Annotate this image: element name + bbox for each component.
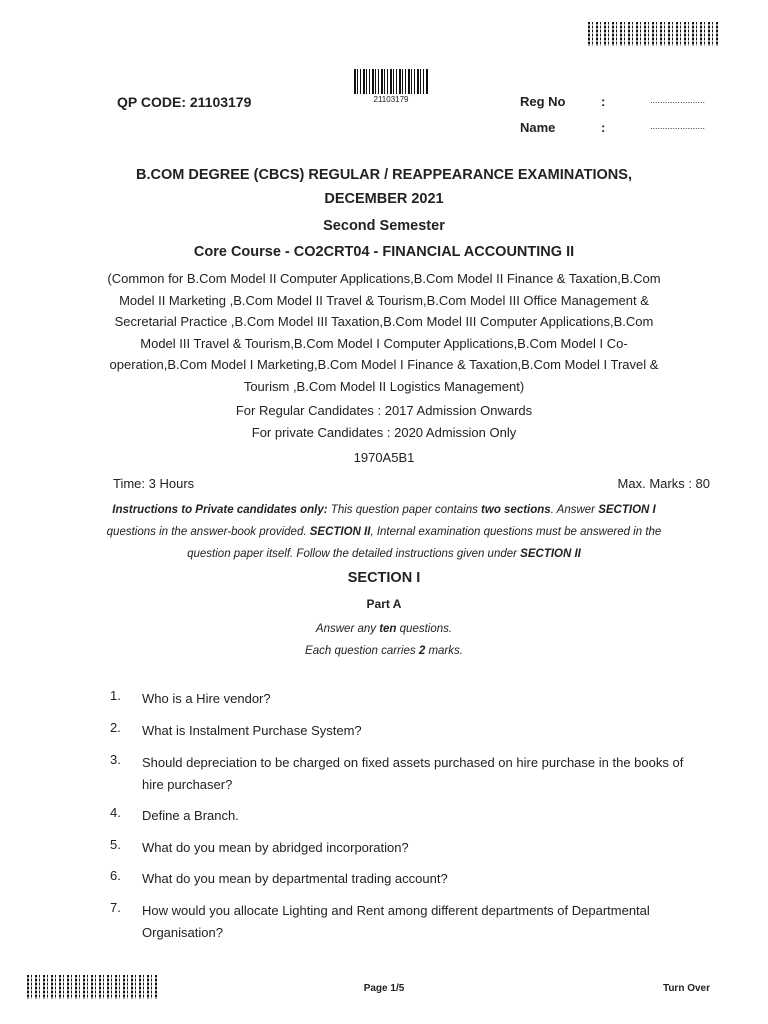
question-number: 7. bbox=[110, 900, 121, 915]
ans-text-b: questions. bbox=[396, 623, 453, 635]
each-text-a: Each question carries bbox=[305, 645, 419, 657]
each-bold: 2 bbox=[418, 645, 426, 657]
instructions bbox=[0, 499, 768, 565]
instr-bold-section-2: SECTION II bbox=[309, 526, 371, 538]
section-title: SECTION I bbox=[347, 570, 421, 586]
ans-bold: ten bbox=[379, 623, 397, 635]
question-text: What is Instalment Purchase System? bbox=[142, 723, 362, 738]
instructions-heading: Instructions to Private candidates only: bbox=[112, 504, 328, 516]
top-right-barcode bbox=[588, 22, 718, 46]
semester: Second Semester bbox=[323, 218, 445, 234]
common-line-5: operation,B.Com Model I Marketing,B.Com Model I Finance & Taxation,B.Com Model I Travel & bbox=[109, 357, 659, 372]
question-text: What do you mean by abridged incorporation? bbox=[142, 840, 409, 855]
question-number: 3. bbox=[110, 752, 121, 767]
reg-no-blank: ...................... bbox=[650, 95, 706, 105]
time: Time: 3 Hours bbox=[113, 476, 195, 491]
page-number: Page 1/5 bbox=[363, 983, 405, 994]
name-blank: ...................... bbox=[650, 121, 706, 131]
each-text-b: marks. bbox=[425, 645, 463, 657]
common-line-4: Model III Travel & Tourism,B.Com Model I Computer Applications,B.Com Model I Co- bbox=[140, 335, 628, 351]
reg-no-label: Reg No bbox=[520, 94, 566, 109]
qp-code: QP CODE: 21103179 bbox=[117, 94, 252, 110]
question-text: What do you mean by departmental trading account? bbox=[142, 871, 448, 886]
question-text: How would you allocate Lighting and Rent among different departments of Departmental Organisation? bbox=[142, 903, 650, 940]
max-marks: Max. Marks : 80 bbox=[617, 476, 710, 491]
question-text: Should depreciation to be charged on fixed assets purchased on hire purchase in the books of hire purchaser? bbox=[142, 755, 684, 792]
instr-text-1b: . Answer bbox=[550, 504, 599, 516]
question-number: 2. bbox=[110, 720, 121, 735]
question-number: 6. bbox=[110, 868, 121, 883]
instructions-line-2 bbox=[0, 521, 768, 543]
exam-title-line1: B.COM DEGREE (CBCS) REGULAR / REAPPEARANCE EXAMINATIONS, bbox=[136, 167, 632, 183]
instructions-line-1 bbox=[0, 499, 768, 521]
common-line-1: (Common for B.Com Model II Computer Applications,B.Com Model II Finance & Taxation,B.Com bbox=[107, 271, 661, 286]
turn-over: Turn Over bbox=[662, 983, 710, 994]
common-line-6: Tourism ,B.Com Model II Logistics Management) bbox=[243, 378, 525, 394]
common-for bbox=[0, 268, 768, 397]
exam-title-line2: DECEMBER 2021 bbox=[324, 191, 444, 207]
question-text: Who is a Hire vendor? bbox=[142, 691, 271, 706]
center-barcode bbox=[354, 69, 428, 94]
question-number: 1. bbox=[110, 688, 121, 703]
common-line-3: Secretarial Practice ,B.Com Model III Taxation,B.Com Model III Computer Applications,B.Com bbox=[114, 314, 654, 329]
answer-instruction bbox=[0, 618, 768, 640]
question-number: 5. bbox=[110, 837, 121, 852]
instructions-line-3 bbox=[0, 543, 768, 565]
question-text: Define a Branch. bbox=[142, 808, 239, 823]
instr-text-2a: questions in the answer-book provided. bbox=[106, 526, 310, 538]
instr-text-2b: , Internal examination questions must be answered in the bbox=[370, 526, 662, 538]
instr-bold-section-2b: SECTION II bbox=[520, 548, 581, 560]
name-colon: : bbox=[601, 120, 606, 135]
instr-text-1a: This question paper contains bbox=[327, 504, 482, 516]
paper-code: 1970A5B1 bbox=[353, 450, 415, 465]
name-label: Name bbox=[520, 120, 556, 135]
center-barcode-number: 21103179 bbox=[373, 95, 409, 104]
ans-text-a: Answer any bbox=[315, 623, 380, 635]
common-line-2: Model II Marketing ,B.Com Model II Travel & Tourism,B.Com Model III Office Management & bbox=[119, 292, 649, 308]
regular-candidates: For Regular Candidates : 2017 Admission Onwards bbox=[235, 403, 533, 418]
instr-bold-two-sections: two sections bbox=[481, 504, 551, 516]
instr-text-3a: question paper itself. Follow the detailed instructions given under bbox=[187, 548, 521, 560]
private-candidates: For private Candidates : 2020 Admission Only bbox=[251, 425, 517, 440]
course-title: Core Course - CO2CRT04 - FINANCIAL ACCOUNTING II bbox=[193, 244, 575, 260]
question-number: 4. bbox=[110, 805, 121, 820]
part-title: Part A bbox=[366, 597, 402, 611]
instr-bold-section-1: SECTION I bbox=[598, 504, 656, 516]
reg-no-colon: : bbox=[601, 94, 606, 109]
marks-instruction bbox=[0, 640, 768, 662]
